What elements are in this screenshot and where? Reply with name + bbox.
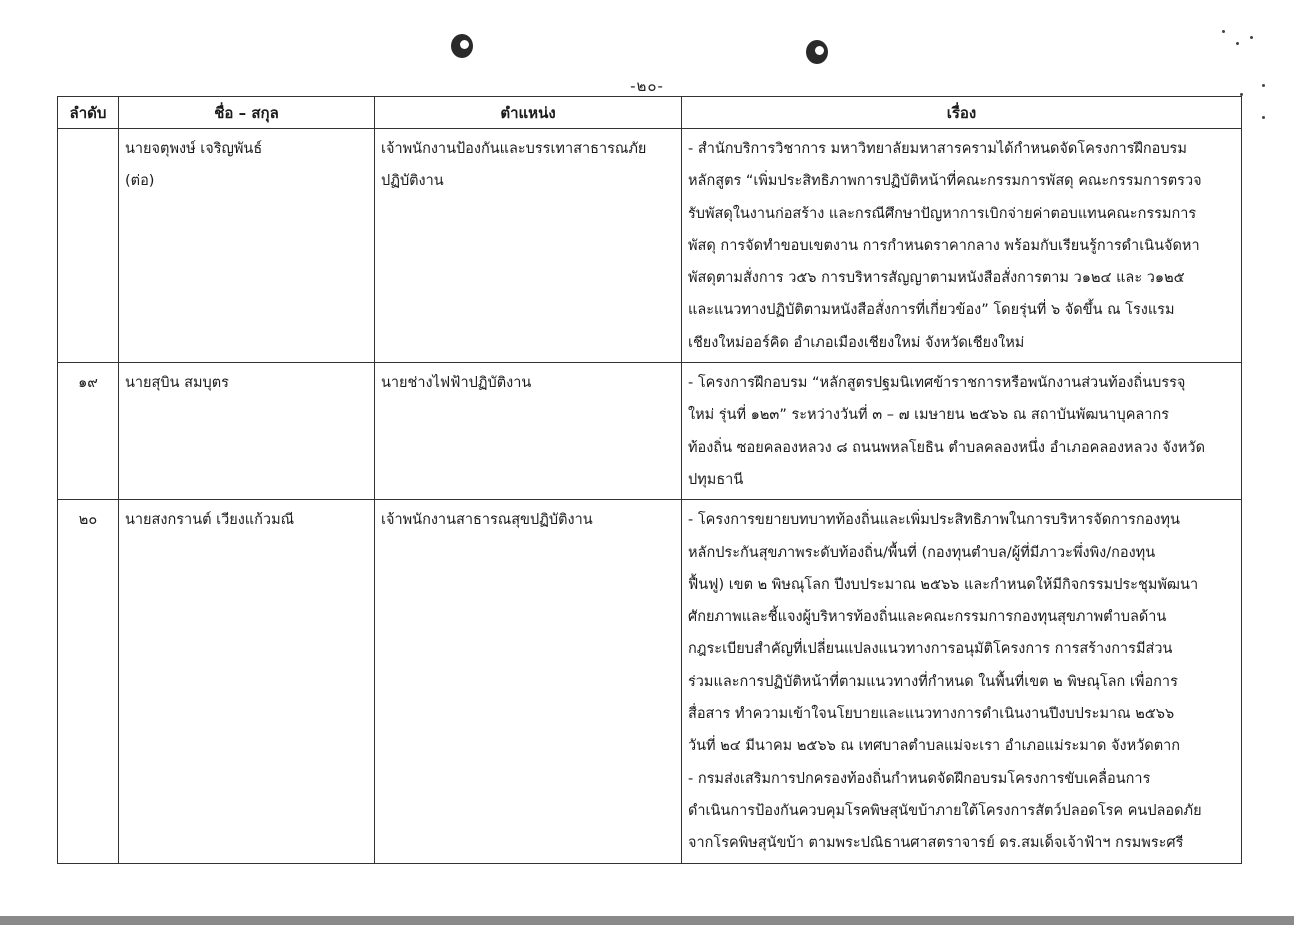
- row-name: [119, 129, 375, 363]
- table-header-row: [58, 97, 1242, 129]
- subject-line: วันที่ ๒๔ มีนาคม ๒๕๖๖ ณ เทศบาลตำบลแม่จะเรา อำเภอแม่ระมาด จังหวัดตาก: [688, 738, 1181, 755]
- subject-line: รับพัสดุในงานก่อสร้าง และกรณีศึกษาปัญหาการเบิกจ่ายค่าตอบแทนคณะกรรมการ: [688, 205, 1197, 222]
- scan-speck: [1262, 116, 1265, 119]
- subject-line: และแนวทางปฏิบัติตามหนังสือสั่งการที่เกี่ยวข้อง” โดยรุ่นที่ ๖ จัดขึ้น ณ โรงแรม: [688, 302, 1175, 319]
- subject-line: ร่วมและการปฏิบัติหน้าที่ตามแนวทางที่กำหนด ในพื้นที่เขต ๒ พิษณุโลก เพื่อการ: [688, 673, 1178, 690]
- subject-line: พัสดุตามสั่งการ ว๕๖ การบริหารสัญญาตามหนังสือสั่งการตาม ว๑๒๔ และ ว๑๒๕: [688, 270, 1185, 287]
- row-number: [58, 129, 119, 363]
- row-position: [375, 363, 682, 500]
- subject-line: เชียงใหม่ออร์คิด อำเภอเมืองเชียงใหม่ จังหวัดเชียงใหม่: [688, 334, 1025, 351]
- punch-hole-left: [451, 34, 473, 58]
- table-row: [58, 129, 1242, 363]
- name-line: นายสงกรานต์ เวียงแก้วมณี: [125, 512, 295, 529]
- subject-line: สื่อสาร ทำความเข้าใจนโยบายและแนวทางการดำเนินงานปีงบประมาณ ๒๕๖๖: [688, 706, 1175, 723]
- header-name: ชื่อ – สกุล: [119, 97, 375, 129]
- row-name: [119, 363, 375, 500]
- scan-speck: [1222, 30, 1225, 33]
- scan-bottom-edge: [0, 916, 1294, 925]
- table-row: [58, 363, 1242, 500]
- subject-line: ดำเนินการป้องกันควบคุมโรคพิษสุนัขบ้าภายใต้โครงการสัตว์ปลอดโรค คนปลอดภัย: [688, 802, 1202, 819]
- name-line: (ต่อ): [125, 173, 155, 190]
- header-position: ตำแหน่ง: [375, 97, 682, 129]
- subject-line: ศักยภาพและชี้แจงผู้บริหารท้องถิ่นและคณะกรรมการกองทุนสุขภาพตำบลด้าน: [688, 609, 1167, 626]
- row-position: [375, 500, 682, 863]
- row-subject: [682, 363, 1242, 500]
- punch-hole-right: [806, 40, 828, 64]
- subject-line: จากโรคพิษสุนัขบ้า ตามพระปณิธานศาสตราจารย์ ดร.สมเด็จเจ้าฟ้าฯ กรมพระศรี: [688, 835, 1184, 852]
- subject-line: ปทุมธานี: [688, 471, 744, 488]
- subject-line: กฎระเบียบสำคัญที่เปลี่ยนแปลงแนวทางการอนุมัติโครงการ การสร้างการมีส่วน: [688, 641, 1173, 658]
- position-line: ปฏิบัติงาน: [381, 173, 444, 190]
- position-line: เจ้าพนักงานสาธารณสุขปฏิบัติงาน: [381, 512, 593, 529]
- header-order: ลำดับ: [58, 97, 119, 129]
- row-subject: [682, 129, 1242, 363]
- subject-line: - กรมส่งเสริมการปกครองท้องถิ่นกำหนดจัดฝึกอบรมโครงการขับเคลื่อนการ: [688, 770, 1151, 787]
- row-name: [119, 500, 375, 863]
- document-table: [57, 96, 1242, 864]
- subject-line: หลักสูตร “เพิ่มประสิทธิภาพการปฏิบัติหน้าที่คณะกรรมการพัสดุ คณะกรรมการตรวจ: [688, 173, 1202, 190]
- scan-speck: [1250, 36, 1253, 39]
- name-line: นายสุบิน สมบุตร: [125, 375, 229, 392]
- subject-line: ใหม่ รุ่นที่ ๑๒๓” ระหว่างวันที่ ๓ – ๗ เมษายน ๒๕๖๖ ณ สถาบันพัฒนาบุคลากร: [688, 407, 1170, 424]
- row-number: ๒๐: [58, 500, 119, 863]
- subject-line: ท้องถิ่น ซอยคลองหลวง ๘ ถนนพหลโยธิน ตำบลคลองหนึ่ง อำเภอคลองหลวง จังหวัด: [688, 439, 1205, 456]
- scan-speck: [1236, 42, 1239, 45]
- row-position: [375, 129, 682, 363]
- subject-line: - โครงการขยายบทบาทท้องถิ่นและเพิ่มประสิทธิภาพในการบริหารจัดการกองทุน: [688, 512, 1180, 529]
- subject-line: - โครงการฝึกอบรม “หลักสูตรปฐมนิเทศข้าราชการหรือพนักงานส่วนท้องถิ่นบรรจุ: [688, 375, 1186, 392]
- position-line: เจ้าพนักงานป้องกันและบรรเทาสาธารณภัย: [381, 141, 647, 157]
- position-line: นายช่างไฟฟ้าปฏิบัติงาน: [381, 375, 532, 392]
- subject-line: หลักประกันสุขภาพระดับท้องถิ่น/พื้นที่ (กองทุนตำบล/ผู้ที่มีภาวะพึ่งพิง/กองทุน: [688, 544, 1156, 561]
- header-subject: เรื่อง: [682, 97, 1242, 129]
- subject-line: ฟื้นฟู) เขต ๒ พิษณุโลก ปีงบประมาณ ๒๕๖๖ และกำหนดให้มีกิจกรรมประชุมพัฒนา: [688, 576, 1199, 593]
- name-line: นายจตุพงษ์ เจริญพันธ์: [125, 141, 263, 157]
- row-subject: [682, 500, 1242, 863]
- page-number: -๒๐-: [630, 77, 664, 95]
- table-row: [58, 500, 1242, 863]
- subject-line: - สำนักบริการวิชาการ มหาวิทยาลัยมหาสารครามได้กำหนดจัดโครงการฝึกอบรม: [688, 141, 1187, 157]
- subject-line: พัสดุ การจัดทำขอบเขตงาน การกำหนดราคากลาง พร้อมกับเรียนรู้การดำเนินจัดหา: [688, 237, 1200, 254]
- row-number: ๑๙: [58, 363, 119, 500]
